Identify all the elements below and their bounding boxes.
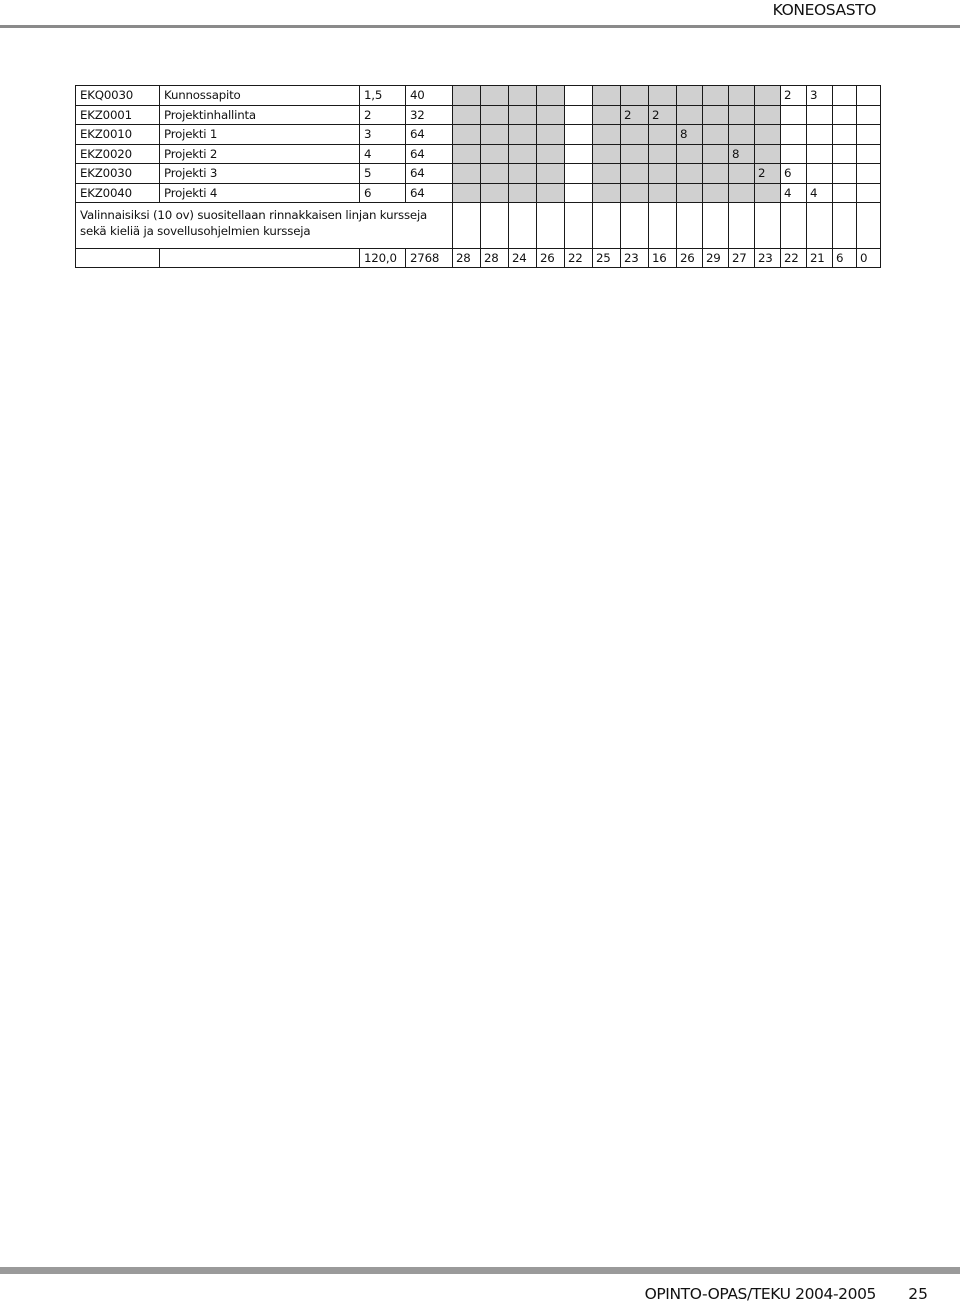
semester-cell [649, 125, 677, 145]
semester-cell [565, 86, 593, 106]
table-row [76, 125, 881, 145]
semester-cell [453, 144, 481, 164]
credits-cell: 4 [360, 144, 406, 164]
semester-cell [453, 86, 481, 106]
semester-cell [593, 144, 621, 164]
semester-cell [677, 105, 703, 125]
total-credits: 120,0 [360, 249, 406, 268]
semester-cell [807, 125, 833, 145]
credits-cell: 6 [360, 183, 406, 203]
semester-cell: 2 [781, 86, 807, 106]
semester-cell [509, 144, 537, 164]
course-name: Projekti 3 [160, 164, 360, 184]
course-name: Projekti 1 [160, 125, 360, 145]
semester-cell [807, 144, 833, 164]
semester-cell [537, 164, 565, 184]
semester-cell [729, 164, 755, 184]
semester-cell [649, 164, 677, 184]
semester-cell [781, 105, 807, 125]
semester-cell: 6 [781, 164, 807, 184]
semester-total: 29 [703, 249, 729, 268]
course-code: EKQ0030 [76, 86, 160, 106]
semester-cell [481, 164, 509, 184]
semester-cell [857, 164, 881, 184]
semester-cell [509, 86, 537, 106]
credits-cell: 3 [360, 125, 406, 145]
semester-cell [703, 183, 729, 203]
table-row [76, 144, 881, 164]
note-row [76, 203, 881, 249]
semester-cell [857, 203, 881, 249]
semester-cell [649, 86, 677, 106]
semester-cell [537, 183, 565, 203]
semester-cell [593, 105, 621, 125]
semester-cell [481, 86, 509, 106]
semester-cell: 3 [807, 86, 833, 106]
semester-total: 28 [453, 249, 481, 268]
semester-cell [537, 105, 565, 125]
semester-cell [509, 125, 537, 145]
semester-cell [857, 86, 881, 106]
course-code: EKZ0001 [76, 105, 160, 125]
semester-cell [565, 125, 593, 145]
hours-cell: 64 [406, 164, 453, 184]
semester-cell [649, 203, 677, 249]
semester-cell [621, 125, 649, 145]
credits-cell: 5 [360, 164, 406, 184]
semester-total: 27 [729, 249, 755, 268]
semester-cell [781, 203, 807, 249]
semester-cell [755, 183, 781, 203]
semester-cell [565, 203, 593, 249]
section-title: KONEOSASTO [772, 1, 876, 19]
semester-cell [537, 144, 565, 164]
semester-cell [593, 164, 621, 184]
semester-cell: 4 [781, 183, 807, 203]
semester-cell [703, 86, 729, 106]
semester-cell [593, 125, 621, 145]
semester-cell [537, 125, 565, 145]
semester-cell [729, 203, 755, 249]
header-rule [0, 25, 960, 28]
page-number: 25 [908, 1285, 928, 1303]
course-code: EKZ0040 [76, 183, 160, 203]
semester-cell [621, 164, 649, 184]
semester-cell [593, 86, 621, 106]
semester-cell [649, 183, 677, 203]
semester-cell [755, 105, 781, 125]
semester-cell [509, 164, 537, 184]
semester-cell [857, 105, 881, 125]
totals-blank-cell [160, 249, 360, 268]
semester-cell [677, 144, 703, 164]
semester-cell [621, 86, 649, 106]
semester-total: 23 [621, 249, 649, 268]
semester-cell [833, 203, 857, 249]
semester-cell [453, 105, 481, 125]
semester-cell [755, 203, 781, 249]
semester-cell [481, 203, 509, 249]
semester-cell [807, 105, 833, 125]
semester-cell [593, 203, 621, 249]
course-code: EKZ0010 [76, 125, 160, 145]
semester-cell: 8 [729, 144, 755, 164]
semester-cell [807, 164, 833, 184]
semester-cell [833, 125, 857, 145]
hours-cell: 40 [406, 86, 453, 106]
semester-cell [781, 144, 807, 164]
course-name: Projektinhallinta [160, 105, 360, 125]
semester-cell [565, 183, 593, 203]
total-hours: 2768 [406, 249, 453, 268]
credits-cell: 1,5 [360, 86, 406, 106]
semester-cell [453, 125, 481, 145]
semester-total: 0 [857, 249, 881, 268]
course-name: Projekti 4 [160, 183, 360, 203]
semester-cell [677, 164, 703, 184]
semester-cell [729, 125, 755, 145]
semester-cell [729, 183, 755, 203]
semester-cell [833, 164, 857, 184]
semester-cell [593, 183, 621, 203]
totals-label-cell [76, 249, 160, 268]
table-body [76, 86, 881, 268]
hours-cell: 32 [406, 105, 453, 125]
semester-total: 6 [833, 249, 857, 268]
semester-cell [755, 86, 781, 106]
semester-cell [565, 164, 593, 184]
footer-rule [0, 1267, 960, 1274]
semester-total: 26 [537, 249, 565, 268]
table-row [76, 86, 881, 106]
semester-cell [703, 164, 729, 184]
semester-cell [857, 144, 881, 164]
table-row [76, 105, 881, 125]
semester-cell [755, 144, 781, 164]
semester-cell [621, 144, 649, 164]
course-code: EKZ0030 [76, 164, 160, 184]
semester-cell: 2 [649, 105, 677, 125]
semester-cell [481, 105, 509, 125]
footer-title: OPINTO-OPAS/TEKU 2004-2005 [644, 1285, 876, 1303]
semester-cell: 2 [621, 105, 649, 125]
semester-cell [481, 144, 509, 164]
page-header [0, 0, 960, 30]
table-row [76, 183, 881, 203]
semester-cell: 8 [677, 125, 703, 145]
semester-cell [755, 125, 781, 145]
semester-total: 21 [807, 249, 833, 268]
semester-cell [481, 183, 509, 203]
semester-cell [781, 125, 807, 145]
semester-cell [833, 144, 857, 164]
semester-cell [509, 203, 537, 249]
credits-cell: 2 [360, 105, 406, 125]
course-code: EKZ0020 [76, 144, 160, 164]
semester-cell [453, 203, 481, 249]
semester-cell [481, 125, 509, 145]
course-name: Kunnossapito [160, 86, 360, 106]
course-name: Projekti 2 [160, 144, 360, 164]
semester-cell [677, 203, 703, 249]
curriculum-table [75, 85, 881, 268]
hours-cell: 64 [406, 144, 453, 164]
semester-cell: 2 [755, 164, 781, 184]
semester-cell [703, 105, 729, 125]
semester-cell [453, 164, 481, 184]
semester-cell [453, 183, 481, 203]
totals-row [76, 249, 881, 268]
semester-cell [649, 144, 677, 164]
semester-cell [833, 105, 857, 125]
hours-cell: 64 [406, 125, 453, 145]
semester-cell [703, 144, 729, 164]
semester-cell [537, 203, 565, 249]
semester-total: 16 [649, 249, 677, 268]
semester-cell [703, 125, 729, 145]
semester-cell [857, 183, 881, 203]
semester-cell [729, 86, 755, 106]
elective-note: Valinnaisiksi (10 ov) suositellaan rinnakkaisen linjan kursseja sekä kieliä ja sovellusohjelmien kursseja [76, 203, 453, 249]
semester-cell [677, 183, 703, 203]
semester-cell [537, 86, 565, 106]
semester-cell [833, 86, 857, 106]
semester-total: 28 [481, 249, 509, 268]
semester-cell [565, 105, 593, 125]
table-row [76, 164, 881, 184]
semester-cell [677, 86, 703, 106]
semester-cell [509, 105, 537, 125]
semester-total: 23 [755, 249, 781, 268]
semester-cell [621, 203, 649, 249]
semester-cell [703, 203, 729, 249]
semester-cell [729, 105, 755, 125]
semester-cell [807, 203, 833, 249]
semester-cell [509, 183, 537, 203]
semester-cell [833, 183, 857, 203]
semester-total: 22 [781, 249, 807, 268]
semester-total: 25 [593, 249, 621, 268]
semester-cell: 4 [807, 183, 833, 203]
semester-cell [621, 183, 649, 203]
hours-cell: 64 [406, 183, 453, 203]
semester-cell [565, 144, 593, 164]
semester-total: 26 [677, 249, 703, 268]
semester-cell [857, 125, 881, 145]
semester-total: 22 [565, 249, 593, 268]
semester-total: 24 [509, 249, 537, 268]
